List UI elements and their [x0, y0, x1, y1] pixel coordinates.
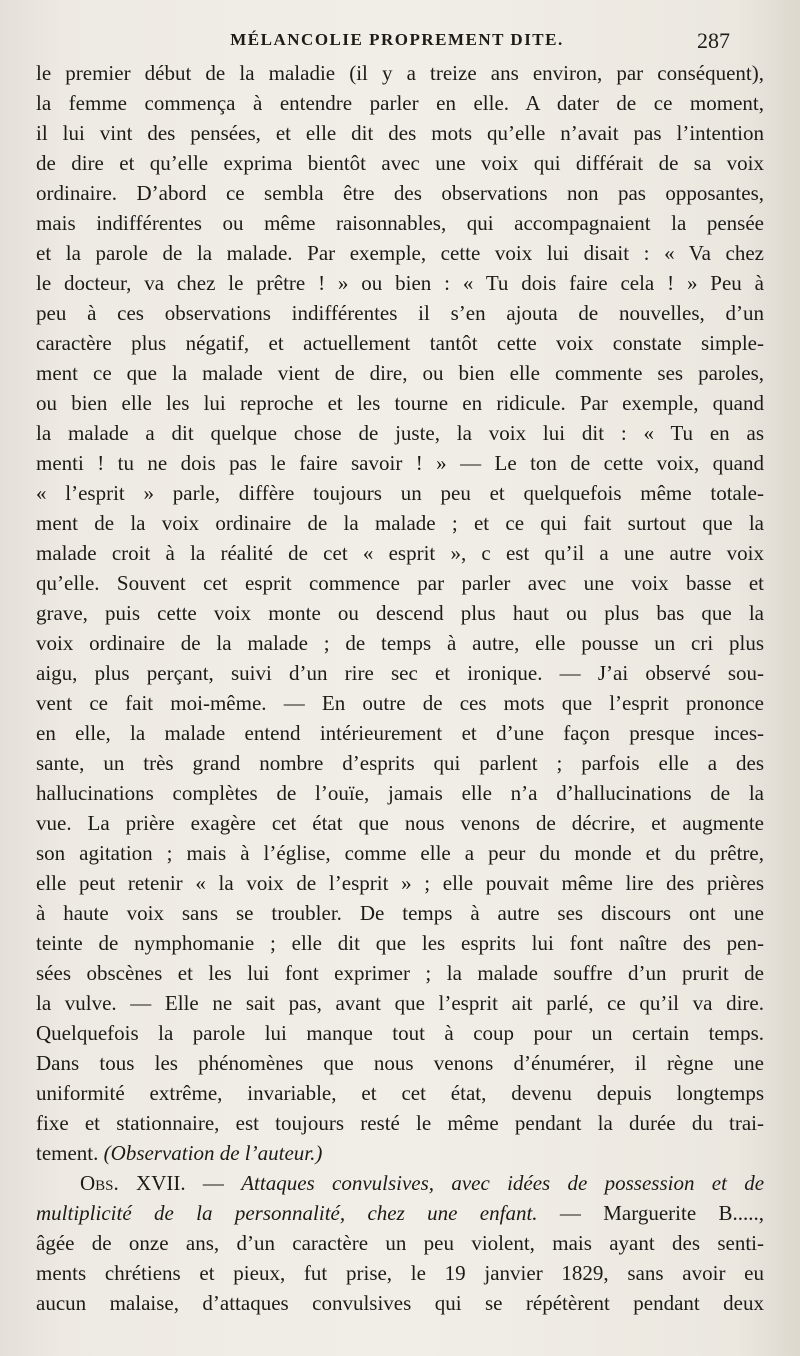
observation-heading-line	[36, 1168, 764, 1198]
body-text	[36, 58, 764, 1318]
observation-title-part2: multiplicité de la personnalité, chez une enfant.	[36, 1201, 538, 1225]
text-line: la vulve. — Elle ne sait pas, avant que l’esprit ait parlé, ce qu’il va dire.	[36, 991, 764, 1015]
text-line: ment ce que la malade vient de dire, ou bien elle commente ses paroles,	[36, 361, 764, 385]
text-line: ments chrétiens et pieux, fut prise, le 19 janvier 1829, sans avoir eu	[36, 1261, 764, 1285]
text-line: vue. La prière exagère cet état que nous venons de décrire, et augmente	[36, 811, 764, 835]
text-line: à haute voix sans se troubler. De temps à autre ses discours ont une	[36, 901, 764, 925]
text-line: menti ! tu ne dois pas le faire savoir ! » — Le ton de cette voix, quand	[36, 451, 764, 475]
text-line: le premier début de la maladie (il y a treize ans environ, par conséquent),	[36, 61, 764, 85]
closing-word: tement.	[36, 1141, 99, 1165]
text-line: mais indifférentes ou même raisonnables, qui accompagnaient la pensée	[36, 211, 764, 235]
text-line: la femme commença à entendre parler en elle. A dater de ce moment,	[36, 91, 764, 115]
text-line: voix ordinaire de la malade ; de temps à autre, elle pousse un cri plus	[36, 631, 764, 655]
text-line: caractère plus négatif, et actuellement tantôt cette voix constate simple-	[36, 331, 764, 355]
observation-title-part1: Attaques convulsives, avec idées de possession et de	[241, 1171, 764, 1195]
paragraph-continued	[36, 58, 764, 1138]
text-line: aucun malaise, d’attaques convulsives qui se répétèrent pendant deux	[36, 1291, 764, 1315]
text-line: âgée de onze ans, d’un caractère un peu violent, mais ayant des senti-	[36, 1231, 764, 1255]
running-head-title: MÉLANCOLIE PROPREMENT DITE.	[230, 30, 564, 49]
text-line: malade croit à la réalité de cet « esprit », c est qu’il a une autre voix	[36, 541, 764, 565]
text-line: sante, un très grand nombre d’esprits qui parlent ; parfois elle a des	[36, 751, 764, 775]
text-line: peu à ces observations indifférentes il s’en ajouta de nouvelles, d’un	[36, 301, 764, 325]
text-line: Quelquefois la parole lui manque tout à coup pour un certain temps.	[36, 1021, 764, 1045]
observation-title-line	[36, 1198, 764, 1228]
text-line: hallucinations complètes de l’ouïe, jamais elle n’a d’hallucinations de la	[36, 781, 764, 805]
text-line: et la parole de la malade. Par exemple, cette voix lui disait : « Va chez	[36, 241, 764, 265]
observation-label: Obs. XVII.	[80, 1171, 186, 1195]
text-line: aigu, plus perçant, suivi d’un rire sec et ironique. — J’ai observé sou-	[36, 661, 764, 685]
text-line: son agitation ; mais à l’église, comme elle a peur du monde et du prêtre,	[36, 841, 764, 865]
text-line: de dire et qu’elle exprima bientôt avec une voix qui différait de sa voix	[36, 151, 764, 175]
text-line: Dans tous les phénomènes que nous venons d’énumérer, il règne une	[36, 1051, 764, 1075]
text-line: ment de la voix ordinaire de la malade ; et ce qui fait surtout que la	[36, 511, 764, 535]
text-line: ordinaire. D’abord ce sembla être des observations non pas opposantes,	[36, 181, 764, 205]
text-line: grave, puis cette voix monte ou descend plus haut ou plus bas que la	[36, 601, 764, 625]
text-line: la malade a dit quelque chose de juste, la voix lui dit : « Tu en as	[36, 421, 764, 445]
text-line: sées obscènes et les lui font exprimer ; la malade souffre d’un prurit de	[36, 961, 764, 985]
text-line: il lui vint des pensées, et elle dit des mots qu’elle n’avait pas l’intention	[36, 121, 764, 145]
observation-subject: — Marguerite B.....,	[559, 1201, 764, 1225]
text-line: « l’esprit » parle, diffère toujours un peu et quelquefois même totale-	[36, 481, 764, 505]
running-head	[36, 30, 748, 60]
observation-dash: —	[202, 1171, 224, 1195]
observation-paragraph	[36, 1228, 764, 1318]
text-line: le docteur, va chez le prêtre ! » ou bien : « Tu dois faire cela ! » Peu à	[36, 271, 764, 295]
text-line: fixe et stationnaire, est toujours resté le même pendant la durée du trai-	[36, 1111, 764, 1135]
text-line: ou bien elle les lui reproche et les tourne en ridicule. Par exemple, quand	[36, 391, 764, 415]
text-line: elle peut retenir « la voix de l’esprit » ; elle pouvait même lire des prières	[36, 871, 764, 895]
text-line: uniformité extrême, invariable, et cet état, devenu depuis longtemps	[36, 1081, 764, 1105]
closing-line	[36, 1138, 764, 1168]
text-line: qu’elle. Souvent cet esprit commence par parler avec une voix basse et	[36, 571, 764, 595]
text-line: teinte de nymphomanie ; elle dit que les esprits lui font naître des pen-	[36, 931, 764, 955]
text-line: en elle, la malade entend intérieurement et d’une façon presque inces-	[36, 721, 764, 745]
text-line: vent ce fait moi-même. — En outre de ces mots que l’esprit prononce	[36, 691, 764, 715]
page-number: 287	[697, 28, 730, 53]
source-citation: (Observation de l’auteur.)	[103, 1141, 323, 1165]
